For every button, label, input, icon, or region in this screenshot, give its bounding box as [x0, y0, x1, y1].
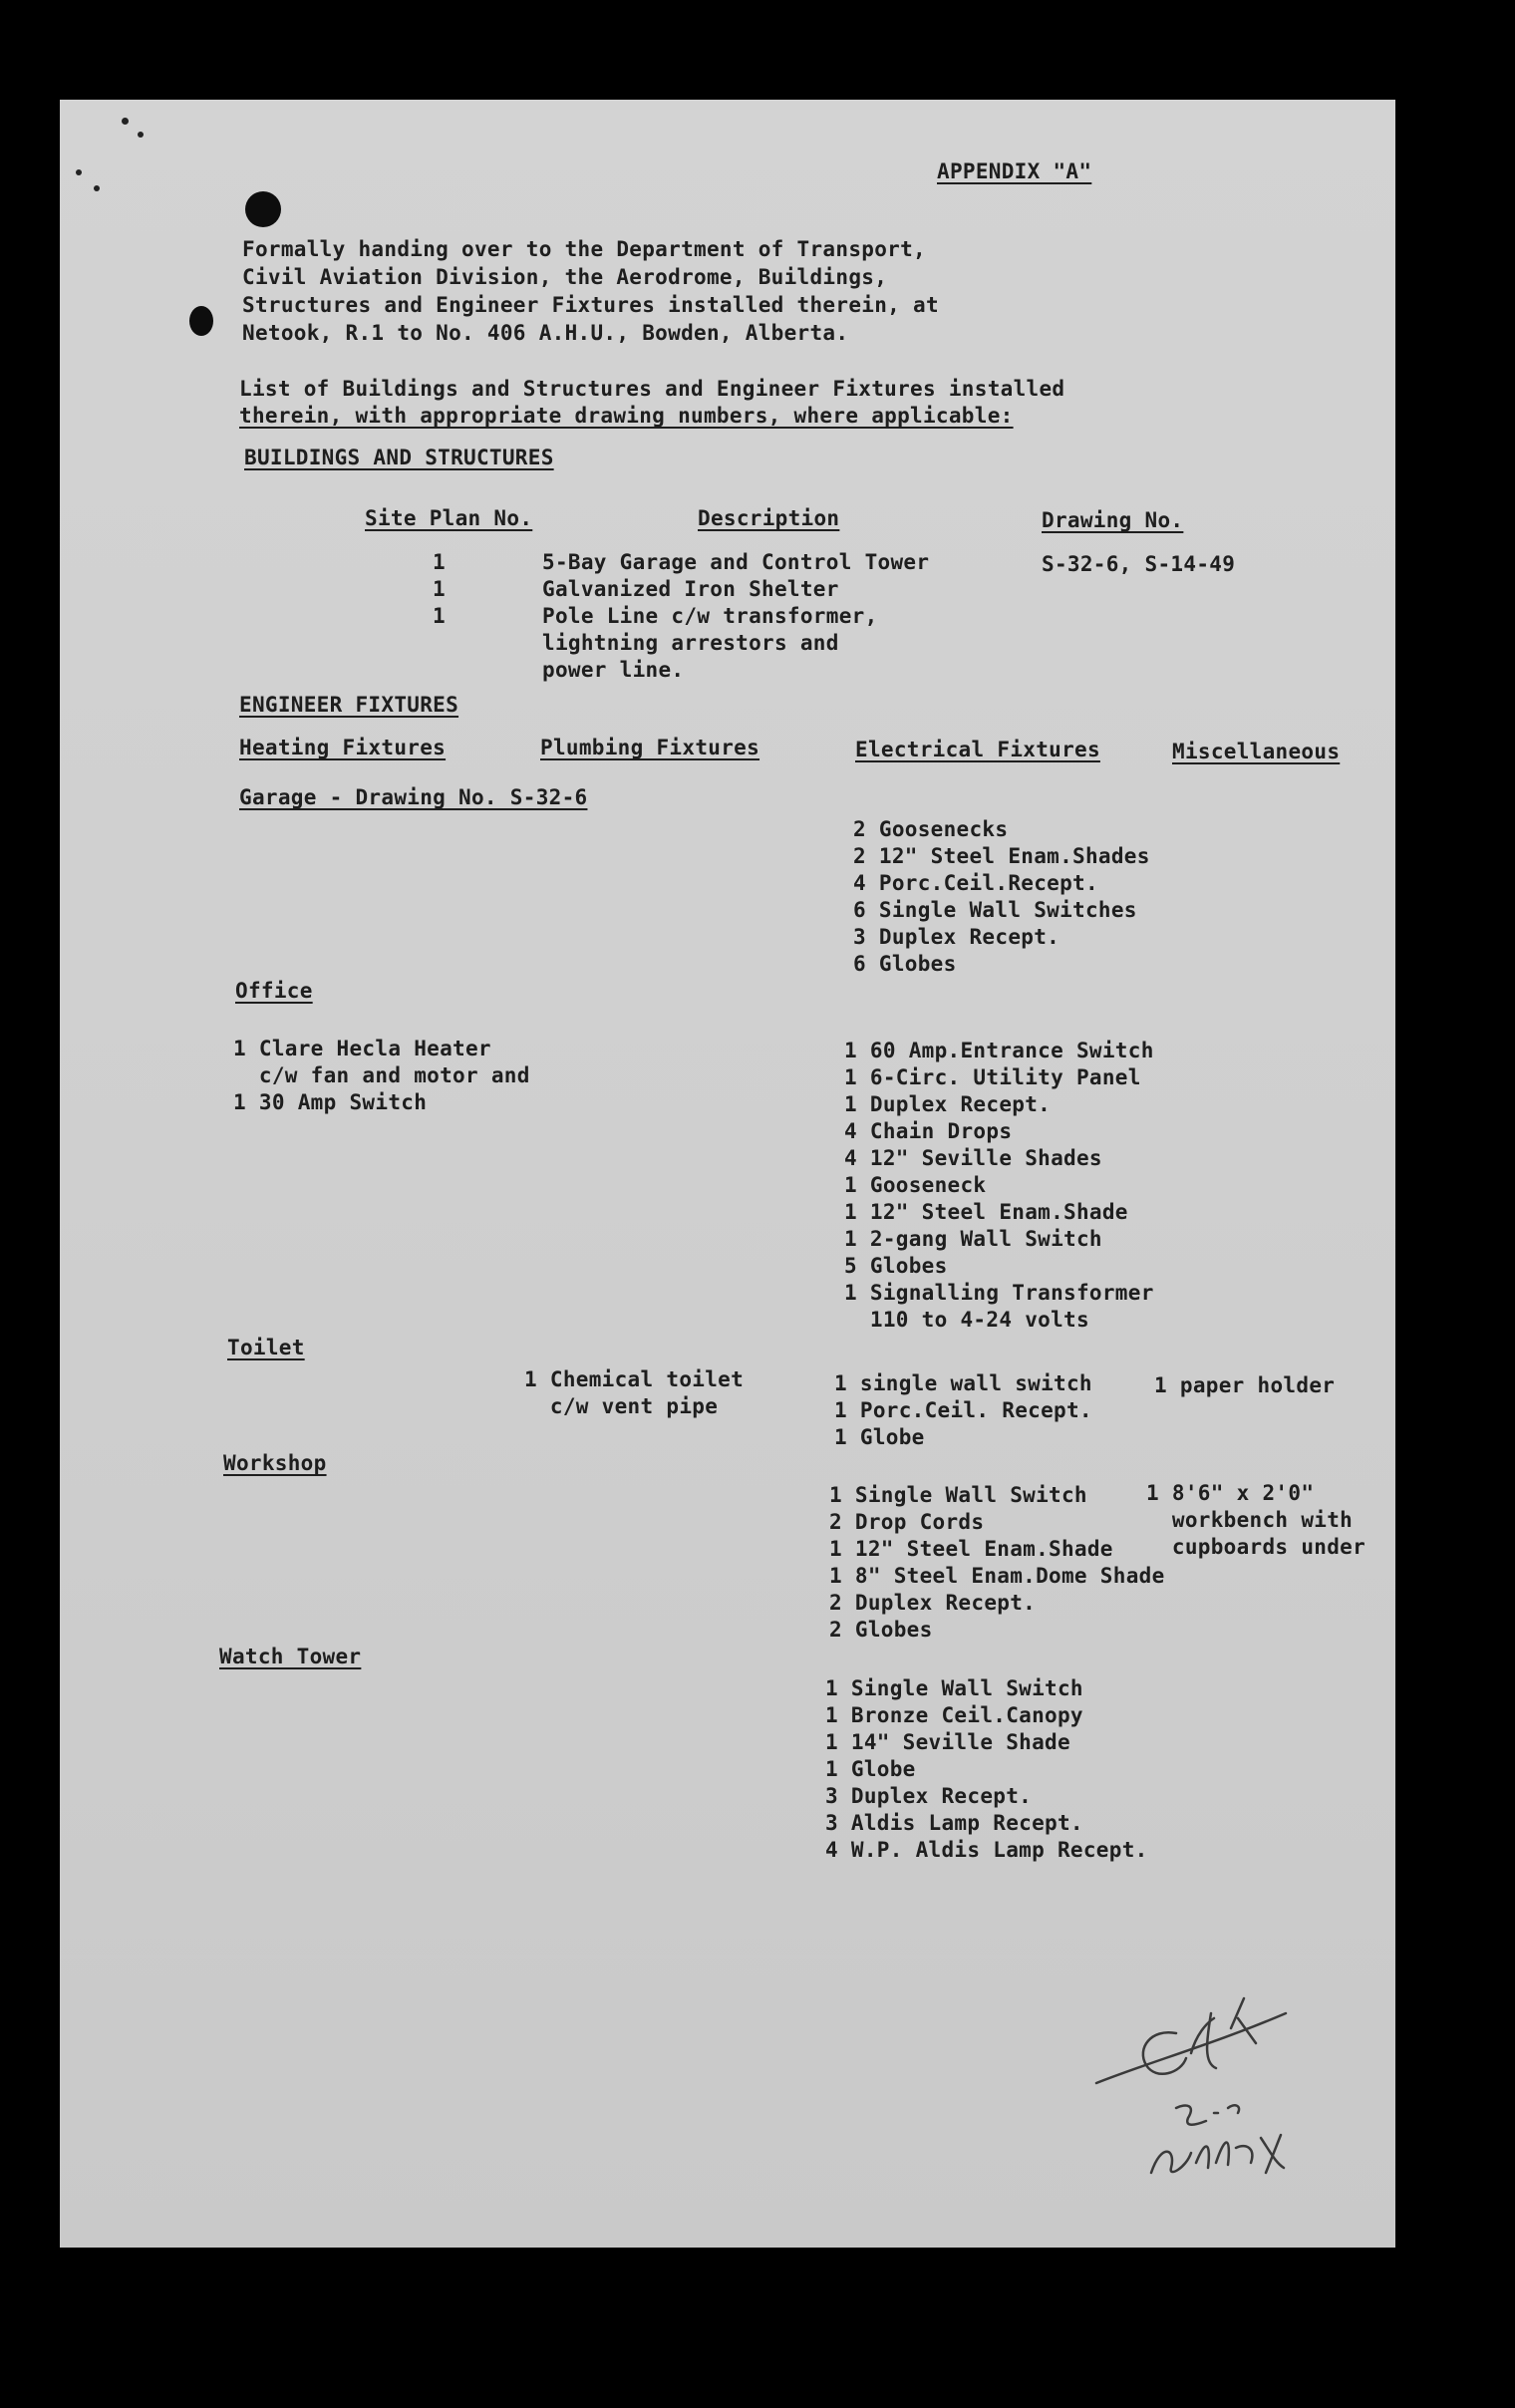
- electrical-item: 1 Gooseneck: [844, 1173, 987, 1197]
- misc-item: 1 8'6" x 2'0": [1146, 1481, 1315, 1505]
- workshop-heading: Workshop: [223, 1451, 327, 1475]
- heating-item: 1 Clare Hecla Heater: [233, 1037, 491, 1060]
- col-plumbing: Plumbing Fixtures: [540, 736, 760, 759]
- electrical-item: 1 Globe: [825, 1757, 916, 1781]
- building-desc: Galvanized Iron Shelter: [542, 577, 839, 601]
- electrical-item: 6 Globes: [853, 952, 957, 976]
- electrical-item: 1 Porc.Ceil. Recept.: [834, 1398, 1092, 1422]
- misc-item: workbench with: [1146, 1508, 1354, 1532]
- electrical-item: 2 Globes: [829, 1618, 933, 1642]
- site-plan-no: 1: [433, 604, 446, 628]
- heating-item: c/w fan and motor and: [233, 1063, 530, 1087]
- toilet-heading: Toilet: [227, 1336, 305, 1359]
- electrical-item: 1 Globe: [834, 1425, 925, 1449]
- electrical-item: 3 Duplex Recept.: [853, 925, 1060, 949]
- col-description: Description: [698, 506, 840, 530]
- misc-item: 1 paper holder: [1154, 1373, 1336, 1397]
- col-electrical: Electrical Fixtures: [855, 738, 1100, 761]
- electrical-item: 1 Single Wall Switch: [829, 1483, 1087, 1507]
- electrical-item: 1 2-gang Wall Switch: [844, 1227, 1102, 1251]
- electrical-item: 5 Globes: [844, 1254, 948, 1278]
- punch-mark: [94, 185, 100, 191]
- heating-item: 1 30 Amp Switch: [233, 1090, 428, 1114]
- buildings-heading: BUILDINGS AND STRUCTURES: [244, 446, 554, 469]
- electrical-item: 3 Duplex Recept.: [825, 1784, 1033, 1808]
- electrical-item: 4 12" Seville Shades: [844, 1146, 1102, 1170]
- electrical-item: 1 6-Circ. Utility Panel: [844, 1065, 1141, 1089]
- electrical-item: 1 60 Amp.Entrance Switch: [844, 1039, 1154, 1062]
- intro-line: Netook, R.1 to No. 406 A.H.U., Bowden, Alberta.: [242, 321, 849, 345]
- electrical-item: 1 single wall switch: [834, 1371, 1092, 1395]
- misc-item: cupboards under: [1146, 1535, 1366, 1559]
- office-heading: Office: [235, 979, 313, 1003]
- electrical-item: 1 Single Wall Switch: [825, 1676, 1083, 1700]
- garage-heading: Garage - Drawing No. S-32-6: [239, 785, 588, 809]
- electrical-item: 1 12" Steel Enam.Shade: [829, 1537, 1113, 1561]
- col-site-plan: Site Plan No.: [365, 506, 533, 530]
- watch-tower-heading: Watch Tower: [219, 1645, 362, 1668]
- electrical-item: 1 Duplex Recept.: [844, 1092, 1052, 1116]
- intro-line: Civil Aviation Division, the Aerodrome, Buildings,: [242, 265, 888, 289]
- list-intro-line: therein, with appropriate drawing numbers, where applicable:: [239, 404, 1014, 428]
- ink-blot: [245, 191, 281, 227]
- building-desc: power line.: [542, 658, 685, 682]
- electrical-item: 110 to 4-24 volts: [844, 1308, 1089, 1332]
- col-heating: Heating Fixtures: [239, 736, 447, 759]
- electrical-item: 3 Aldis Lamp Recept.: [825, 1811, 1083, 1835]
- electrical-item: 2 Drop Cords: [829, 1510, 985, 1534]
- electrical-item: 4 Chain Drops: [844, 1119, 1013, 1143]
- site-plan-no: 1: [433, 550, 446, 574]
- site-plan-no: 1: [433, 577, 446, 601]
- electrical-item: 4 Porc.Ceil.Recept.: [853, 871, 1098, 895]
- intro-line: Formally handing over to the Department of Transport,: [242, 237, 926, 261]
- list-intro-line: List of Buildings and Structures and Engineer Fixtures installed: [239, 377, 1065, 401]
- handwritten-initials: [1057, 1973, 1385, 2223]
- appendix-title: APPENDIX "A": [937, 159, 1092, 183]
- fixtures-heading: ENGINEER FIXTURES: [239, 693, 459, 717]
- plumbing-item: 1 Chemical toilet: [524, 1367, 745, 1391]
- electrical-item: 2 Duplex Recept.: [829, 1591, 1037, 1615]
- electrical-item: 1 Signalling Transformer: [844, 1281, 1154, 1305]
- electrical-item: 2 Goosenecks: [853, 817, 1009, 841]
- punch-mark: [122, 118, 129, 125]
- electrical-item: 6 Single Wall Switches: [853, 898, 1137, 922]
- electrical-item: 1 8" Steel Enam.Dome Shade: [829, 1564, 1165, 1588]
- col-misc: Miscellaneous: [1172, 740, 1341, 763]
- ink-blot: [189, 306, 213, 336]
- punch-mark: [76, 169, 82, 175]
- electrical-item: 4 W.P. Aldis Lamp Recept.: [825, 1838, 1148, 1862]
- building-desc: Pole Line c/w transformer,: [542, 604, 878, 628]
- plumbing-item: c/w vent pipe: [524, 1394, 719, 1418]
- electrical-item: 1 14" Seville Shade: [825, 1730, 1070, 1754]
- intro-line: Structures and Engineer Fixtures installed therein, at: [242, 293, 939, 317]
- building-desc: lightning arrestors and: [542, 631, 839, 655]
- drawing-no: S-32-6, S-14-49: [1042, 552, 1236, 576]
- electrical-item: 1 12" Steel Enam.Shade: [844, 1200, 1128, 1224]
- punch-mark: [138, 132, 144, 138]
- electrical-item: 2 12" Steel Enam.Shades: [853, 844, 1150, 868]
- col-drawing: Drawing No.: [1042, 508, 1184, 532]
- electrical-item: 1 Bronze Ceil.Canopy: [825, 1703, 1083, 1727]
- document-page: [60, 100, 1395, 2248]
- building-desc: 5-Bay Garage and Control Tower: [542, 550, 930, 574]
